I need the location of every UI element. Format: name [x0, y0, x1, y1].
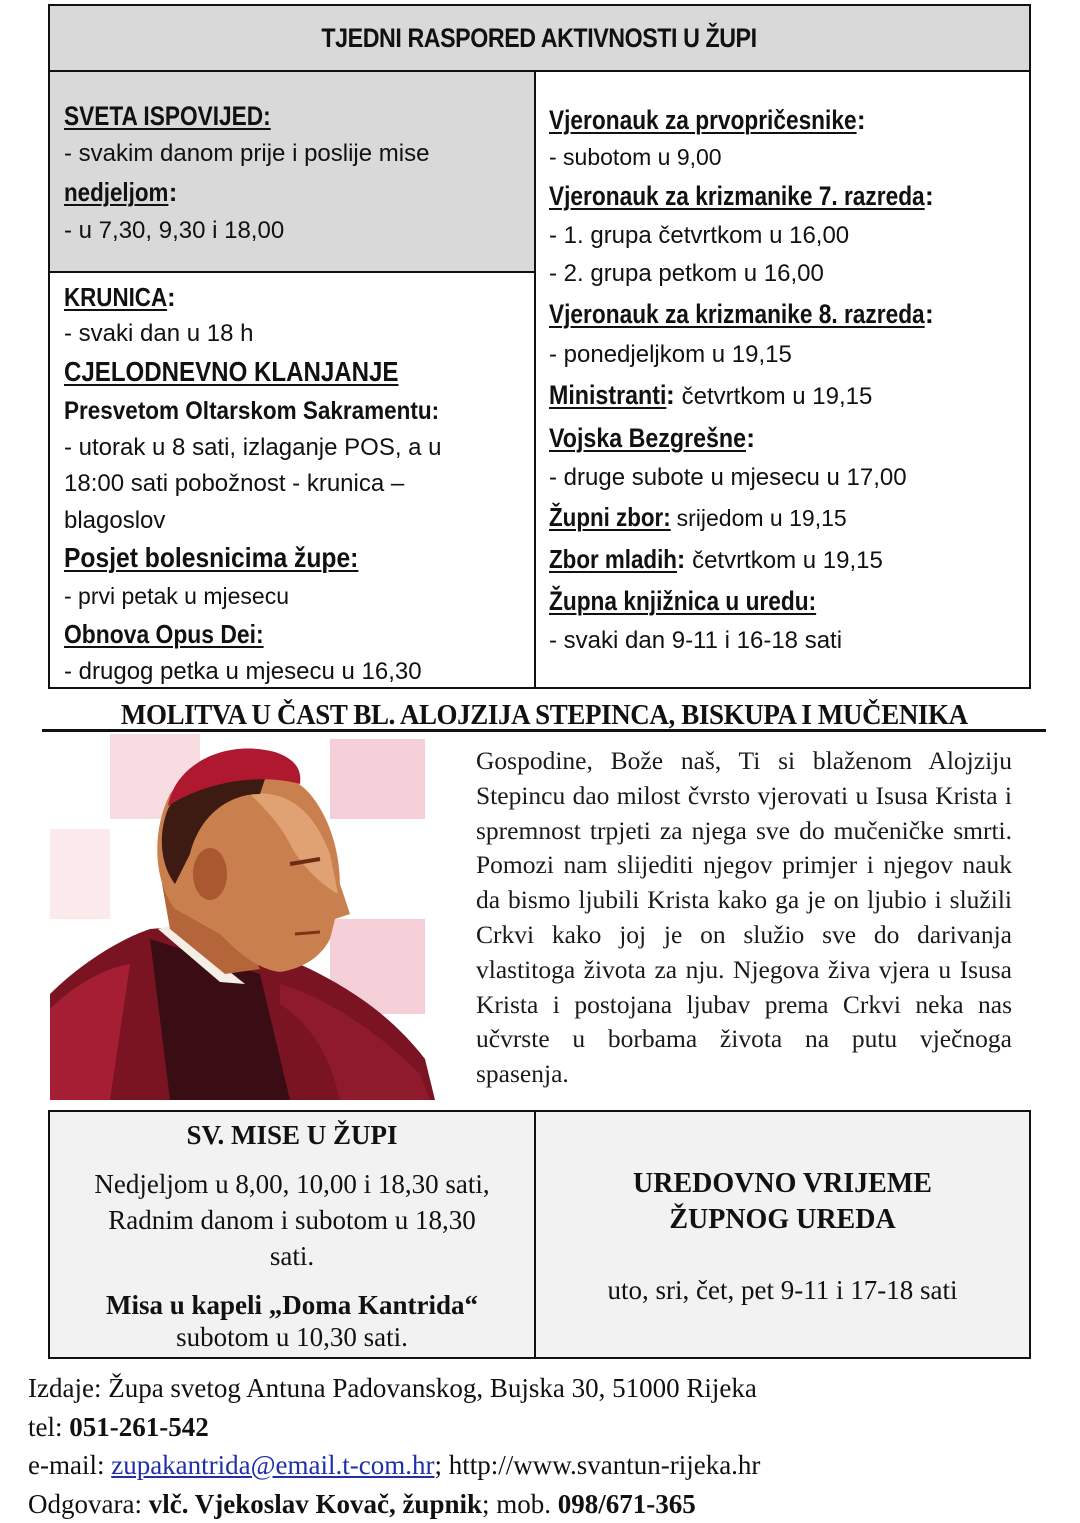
email-link[interactable]: zupakantrida@email.t-com.hr — [111, 1450, 434, 1480]
adoration-line-1: - utorak u 8 sati, izlaganje POS, a u — [64, 430, 534, 467]
responsible-name: vlč. Vjekoslav Kovač, župnik — [149, 1489, 482, 1519]
confirmation-7-line-1: - 1. grupa četvrtkom u 16,00 — [549, 217, 1029, 255]
stepinac-portrait-image — [50, 734, 440, 1100]
portrait-illustration — [50, 734, 440, 1100]
rosary-colon: : — [167, 282, 176, 312]
masses-cell — [50, 1112, 536, 1357]
confession-heading: SVETA ISPOVIJED: — [64, 98, 271, 134]
publisher-line: Izdaje: Župa svetog Antuna Padovanskog, Bujska 30, 51000 Rijeka — [28, 1369, 760, 1408]
confession-line: - svakim danom prije i poslije mise — [64, 135, 534, 173]
catechism-cell — [536, 72, 1029, 687]
masses-title: SV. MISE U ŽUPI — [50, 1118, 534, 1152]
confirmation-8-heading: Vjeronauk za krizmanike 8. razreda — [549, 293, 925, 335]
phone-number: 051-261-542 — [69, 1412, 208, 1442]
office-title-line-2: ŽUPNOG UREDA — [536, 1202, 1029, 1238]
office-hours: uto, sri, čet, pet 9-11 i 17-18 sati — [536, 1272, 1029, 1308]
website-url: http://www.svantun-rijeka.hr — [449, 1450, 761, 1480]
youth-choir-colon: : — [677, 544, 686, 574]
phone-line — [28, 1408, 760, 1447]
sick-visit-line: - prvi petak u mjesecu — [64, 578, 534, 615]
devotions-cell — [50, 273, 536, 687]
masses-line-1: Nedjeljom u 8,00, 10,00 i 18,30 sati, — [50, 1166, 534, 1202]
prayer-text: Gospodine, Bože naš, Ti si blaženom Alojziju Stepincu dao milost čvrsto vjerovati u Isusa Krista i spremnost trpjeti za njega sve do mučeničke smrti. Pomozi nam slijediti njegov primjer i njegov nauk da bismo ljubili Krista kako ga je on ljubio i služili Crkvi kako joj je on služio sve do darivanja vlastitoga života za nju. Njegova živa vjera u Isusa Krista i postojana ljubav prema Crkvi neka nas učvrste u borbama života na putu vječnoga spasenja. — [476, 744, 1012, 1092]
chapel-mass-line: subotom u 10,30 sati. — [50, 1322, 534, 1352]
youth-choir-time: četvrtkom u 19,15 — [685, 547, 882, 574]
mobile-label: ; mob. — [482, 1489, 558, 1519]
legion-line: - druge subote u mjesecu u 17,00 — [549, 459, 1029, 497]
masses-line-3: sati. — [50, 1238, 534, 1274]
contact-line — [28, 1446, 760, 1485]
weekly-schedule-table — [48, 4, 1031, 689]
opus-dei-heading: Obnova Opus Dei: — [64, 615, 264, 653]
adoration-line-2: 18:00 sati pobožnost - krunica – — [64, 466, 534, 503]
confirmation-8-colon: : — [925, 299, 934, 329]
adoration-line-3: blagoslov — [64, 503, 534, 540]
publisher-footer — [28, 1369, 760, 1523]
responsible-label: Odgovara: — [28, 1489, 149, 1519]
office-title-line-1: UREDOVNO VRIJEME — [536, 1166, 1029, 1202]
adoration-heading: CJELODNEVNO KLANJANJE — [64, 353, 398, 391]
confirmation-7-heading: Vjeronauk za krizmanike 7. razreda — [549, 176, 925, 217]
sunday-colon: : — [169, 177, 178, 207]
opus-dei-line: - drugog petka u mjesecu u 16,30 — [64, 654, 534, 691]
first-communion-heading: Vjeronauk za prvopričesnike — [549, 102, 857, 138]
confirmation-7-line-2: - 2. grupa petkom u 16,00 — [549, 255, 1029, 293]
library-line: - svaki dan 9-11 i 16-18 sati — [549, 622, 1029, 660]
responsible-line — [28, 1485, 760, 1523]
sunday-line: - u 7,30, 9,30 i 18,00 — [64, 212, 534, 250]
rosary-line: - svaki dan u 18 h — [64, 316, 534, 353]
confession-cell — [50, 72, 536, 273]
schedule-title-text: TJEDNI RASPORED AKTIVNOSTI U ŽUPI — [322, 23, 757, 54]
web-separator: ; — [434, 1450, 448, 1480]
altar-servers-colon: : — [666, 380, 675, 410]
prayer-title — [42, 698, 1046, 732]
youth-choir-heading: Zbor mladih — [549, 539, 677, 580]
legion-heading: Vojska Bezgrešne — [549, 418, 746, 458]
prayer-title-text: MOLITVA U ČAST BL. ALOJZIJA STEPINCA, BISKUPA I MUČENIKA — [121, 698, 968, 732]
first-communion-line: - subotom u 9,00 — [549, 139, 1029, 176]
altar-servers-time: četvrtkom u 19,15 — [675, 383, 872, 410]
masses-line-2: Radnim danom i subotom u 18,30 — [50, 1202, 534, 1238]
parish-choir-time: srijedom u 19,15 — [670, 505, 846, 531]
library-heading: Župna knjižnica u uredu: — [549, 581, 816, 621]
confirmation-7-colon: : — [925, 181, 934, 211]
rosary-heading: KRUNICA — [64, 279, 167, 315]
legion-colon: : — [746, 423, 755, 453]
mobile-number: 098/671-365 — [558, 1489, 696, 1519]
adoration-subheading: Presvetom Oltarskom Sakramentu: — [64, 393, 439, 430]
office-hours-cell — [536, 1112, 1029, 1357]
chapel-mass-title: Misa u kapeli „Doma Kantrida“ — [50, 1288, 534, 1322]
masses-office-table — [48, 1110, 1031, 1359]
altar-servers-heading: Ministranti — [549, 374, 666, 416]
phone-label: tel: — [28, 1412, 69, 1442]
first-communion-colon: : — [857, 105, 866, 135]
schedule-title — [50, 6, 1029, 72]
sunday-heading: nedjeljom — [64, 173, 168, 211]
confirmation-8-line: - ponedjeljkom u 19,15 — [549, 336, 1029, 374]
parish-choir-heading: Župni zbor: — [549, 497, 671, 538]
email-label: e-mail: — [28, 1450, 111, 1480]
sick-visit-heading: Posjet bolesnicima župe: — [64, 539, 358, 577]
